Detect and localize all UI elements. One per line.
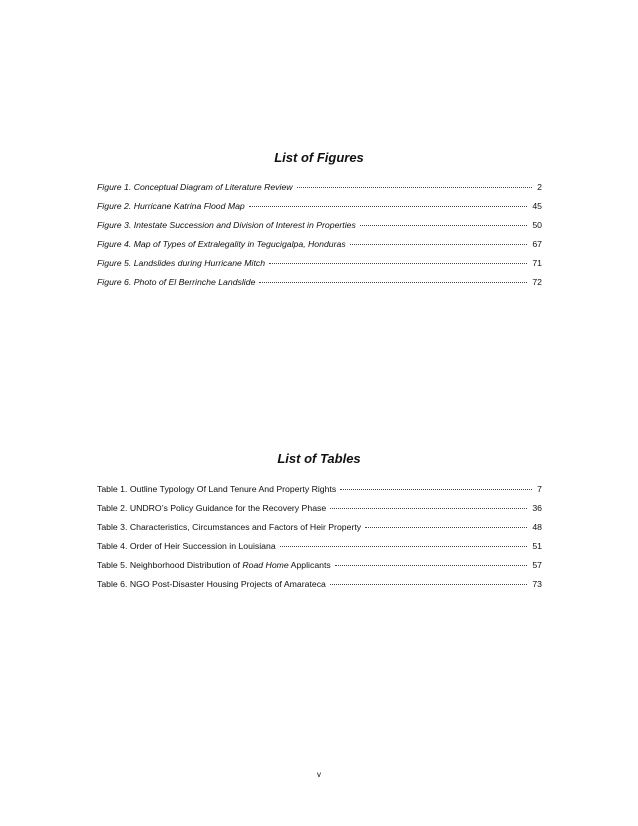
- dot-leader: [280, 545, 528, 547]
- entry-page: 72: [532, 277, 542, 287]
- entry-page: 67: [532, 239, 542, 249]
- entry-label: Figure 6. Photo of El Berrinche Landslide: [97, 277, 256, 287]
- dot-leader: [259, 281, 527, 283]
- table-entry[interactable]: [97, 518, 542, 537]
- page-number: v: [317, 770, 321, 779]
- dot-leader: [330, 507, 527, 509]
- table-entry[interactable]: [97, 499, 542, 518]
- table-entry[interactable]: [97, 537, 542, 556]
- table-entry[interactable]: [97, 556, 542, 575]
- entry-label: Table 1. Outline Typology Of Land Tenure And Property Rights: [97, 484, 337, 494]
- dot-leader: [330, 583, 527, 585]
- entry-label: Figure 3. Intestate Succession and Division of Interest in Properties: [97, 220, 356, 230]
- dot-leader: [340, 488, 532, 490]
- entry-label: Figure 2. Hurricane Katrina Flood Map: [97, 201, 245, 211]
- table-entry[interactable]: [97, 575, 542, 594]
- entry-page: 51: [532, 541, 542, 551]
- figure-entry[interactable]: [97, 254, 542, 273]
- figure-entry[interactable]: [97, 216, 542, 235]
- entry-page: 71: [532, 258, 542, 268]
- figure-entry[interactable]: [97, 235, 542, 254]
- entry-label-suffix: Applicants: [288, 560, 331, 570]
- dot-leader: [360, 224, 528, 226]
- entry-label: Figure 4. Map of Types of Extralegality in Tegucigalpa, Honduras: [97, 239, 346, 249]
- figures-list: [97, 178, 542, 292]
- entry-label: Table 6. NGO Post-Disaster Housing Projects of Amarateca: [97, 579, 326, 589]
- entry-page: 2: [537, 182, 542, 192]
- entry-label: Figure 5. Landslides during Hurricane Mitch: [97, 258, 266, 268]
- tables-list: [97, 480, 542, 594]
- figure-entry[interactable]: [97, 197, 542, 216]
- entry-page: 36: [532, 503, 542, 513]
- entry-label: Table 3. Characteristics, Circumstances and Factors of Heir Property: [97, 522, 362, 532]
- entry-page: 45: [532, 201, 542, 211]
- entry-label: [97, 556, 333, 575]
- dot-leader: [350, 243, 528, 245]
- dot-leader: [249, 205, 528, 207]
- figure-entry[interactable]: [97, 178, 542, 197]
- entry-page: 48: [532, 522, 542, 532]
- entry-label-prefix: Table 5. Neighborhood Distribution of: [97, 560, 243, 570]
- entry-label: Table 2. UNDRO’s Policy Guidance for the Recovery Phase: [97, 503, 327, 513]
- list-of-tables-heading: List of Tables: [277, 451, 361, 466]
- entry-page: 7: [537, 484, 542, 494]
- entry-page: 73: [532, 579, 542, 589]
- dot-leader: [297, 186, 533, 188]
- entry-label: Table 4. Order of Heir Succession in Louisiana: [97, 541, 276, 551]
- entry-label: Figure 1. Conceptual Diagram of Literature Review: [97, 182, 293, 192]
- entry-label-italic: Road Home: [242, 560, 289, 570]
- dot-leader: [365, 526, 527, 528]
- dot-leader: [269, 262, 527, 264]
- table-entry[interactable]: [97, 480, 542, 499]
- entry-page: 50: [532, 220, 542, 230]
- dot-leader: [335, 564, 528, 566]
- list-of-figures-heading: List of Figures: [274, 150, 364, 165]
- entry-page: 57: [532, 560, 542, 570]
- figure-entry[interactable]: [97, 273, 542, 292]
